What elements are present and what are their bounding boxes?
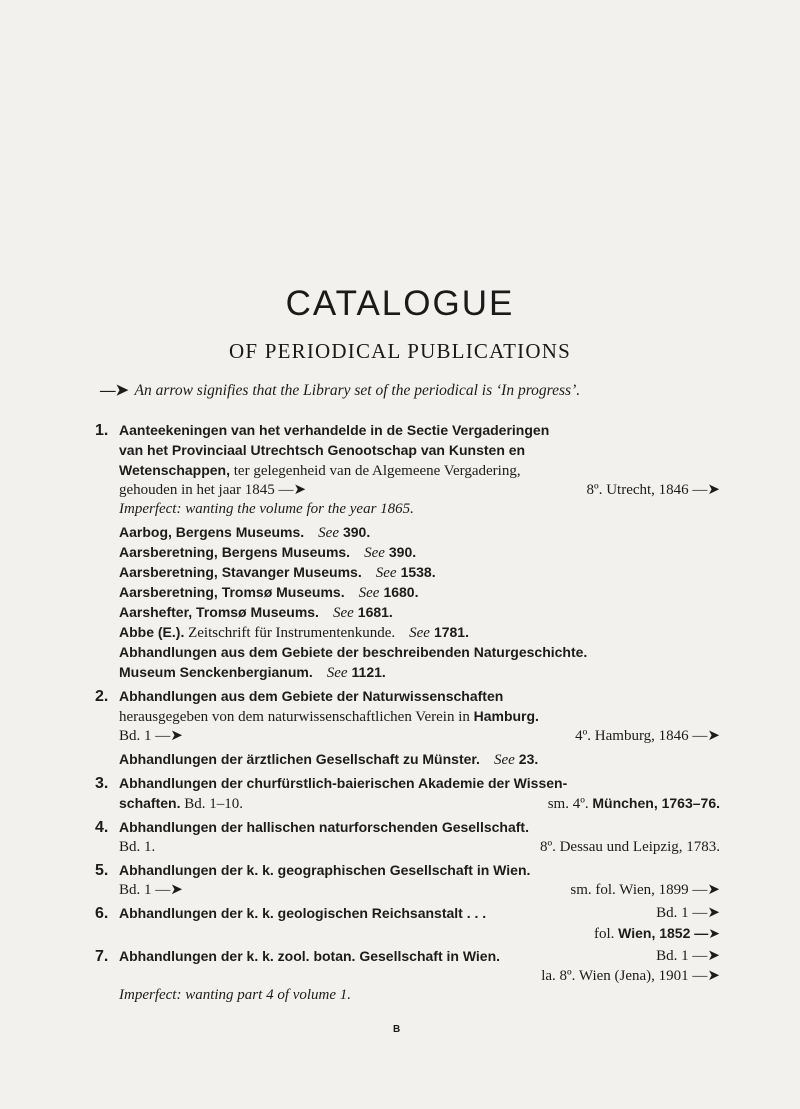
entry-place: Hamburg. (473, 708, 539, 724)
cross-reference: Abhandlungen aus dem Gebiete der beschreibenden Naturgeschichte. (119, 644, 588, 660)
entry-title-line: schaften. (119, 795, 181, 811)
entry-number: 4. (95, 819, 109, 836)
catalogue-entry-2 (95, 687, 720, 746)
entry-imprint: 4º. Hamburg, 1846 —➤ (575, 728, 720, 744)
catalogue-entry-3 (95, 774, 720, 814)
catalogue-entry-5 (95, 861, 720, 900)
cross-reference: Aarsberetning, Tromsø Museums. See 1680. (119, 584, 419, 601)
entry-text: Bd. 1 —➤ (119, 728, 183, 744)
page-subtitle: OF PERIODICAL PUBLICATIONS (229, 339, 571, 363)
entry-number: 5. (95, 862, 109, 879)
entry-number: 6. (95, 905, 109, 922)
entry-number: 7. (95, 948, 109, 965)
entry-title-line: Aanteekeningen van het verhandelde in de Sectie Vergaderingen (119, 422, 550, 438)
entry-number: 2. (95, 688, 109, 705)
arrow-note-text: An arrow signifies that the Library set of the periodical is ‘In progress’. (134, 382, 581, 399)
signature-mark: B (393, 1024, 401, 1035)
entry-imprint: sm. fol. Wien, 1899 —➤ (570, 882, 720, 898)
cross-reference: Aarsberetning, Bergens Museums. See 390. (119, 544, 417, 561)
entry-imprint: 8º. Utrecht, 1846 —➤ (586, 482, 720, 498)
entry-title-line: Abhandlungen der hallischen naturforschenden Gesellschaft. (119, 819, 529, 835)
entry-imprint: 8º. Dessau und Leipzig, 1783. (539, 839, 720, 855)
entry-text: gehouden in het jaar 1845 —➤ (119, 482, 307, 498)
cross-reference-list (95, 523, 720, 683)
catalogue-entry-6 (95, 904, 720, 943)
cross-reference: Aarbog, Bergens Museums. See 390. (119, 524, 371, 541)
entry-title-line: van het Provinciaal Utrechtsch Genootschap van Kunsten en (119, 442, 526, 458)
catalogue-entries (95, 421, 720, 1009)
entry-text: herausgegeben von dem naturwissenschaftlichen Verein in (119, 709, 470, 725)
catalogue-entry-7 (95, 947, 720, 1005)
entry-number: 1. (95, 422, 109, 439)
entry-title-line: Wetenschappen, (119, 462, 230, 478)
entry-title-line: Abhandlungen der k. k. zool. botan. Gesellschaft in Wien. (119, 948, 501, 964)
entry-title-line: Abhandlungen der churfürstlich-baierischen Akademie der Wissen- (119, 775, 568, 791)
entry-imperfect-note: Imperfect: wanting part 4 of volume 1. (119, 987, 352, 1003)
entry-text: Bd. 1. (119, 839, 156, 855)
cross-reference: Aarsberetning, Stavanger Museums. See 1538. (119, 564, 436, 581)
entry-number: 3. (95, 775, 109, 792)
entry-text: Bd. 1 —➤ (656, 905, 720, 921)
entry-imprint: la. 8º. Wien (Jena), 1901 —➤ (541, 968, 720, 984)
entry-text: ter gelegenheid van de Algemeene Vergadering, (233, 463, 521, 479)
progress-arrow-icon: —➤ (100, 382, 129, 399)
catalogue-entry-4 (95, 818, 720, 857)
cross-reference: Abbe (E.). Zeitschrift für Instrumentenkunde. See 1781. (119, 624, 469, 641)
entry-title-line: Abhandlungen der k. k. geologischen Reichsanstalt . . . (119, 905, 487, 921)
page-title: CATALOGUE (285, 284, 515, 323)
entry-imprint: sm. 4º. München, 1763–76. (547, 795, 720, 812)
entry-text: Bd. 1 —➤ (656, 948, 720, 964)
entry-title-line: Abhandlungen aus dem Gebiete der Naturwissenschaften (119, 688, 504, 704)
entry-title-line: Abhandlungen der k. k. geographischen Gesellschaft in Wien. (119, 862, 531, 878)
entry-text: Bd. 1–10. (184, 796, 243, 812)
entry-imprint: fol. Wien, 1852 —➤ (593, 925, 720, 942)
catalogue-entry-1 (95, 421, 720, 519)
arrow-note (100, 381, 720, 400)
entry-imperfect-note: Imperfect: wanting the volume for the year 1865. (119, 501, 414, 517)
cross-reference: Abhandlungen der ärztlichen Gesellschaft zu Münster. See 23. (119, 751, 539, 768)
entry-text: Bd. 1 —➤ (119, 882, 183, 898)
cross-reference: Museum Senckenbergianum. See 1121. (119, 664, 386, 681)
cross-reference: Aarshefter, Tromsø Museums. See 1681. (119, 604, 393, 621)
